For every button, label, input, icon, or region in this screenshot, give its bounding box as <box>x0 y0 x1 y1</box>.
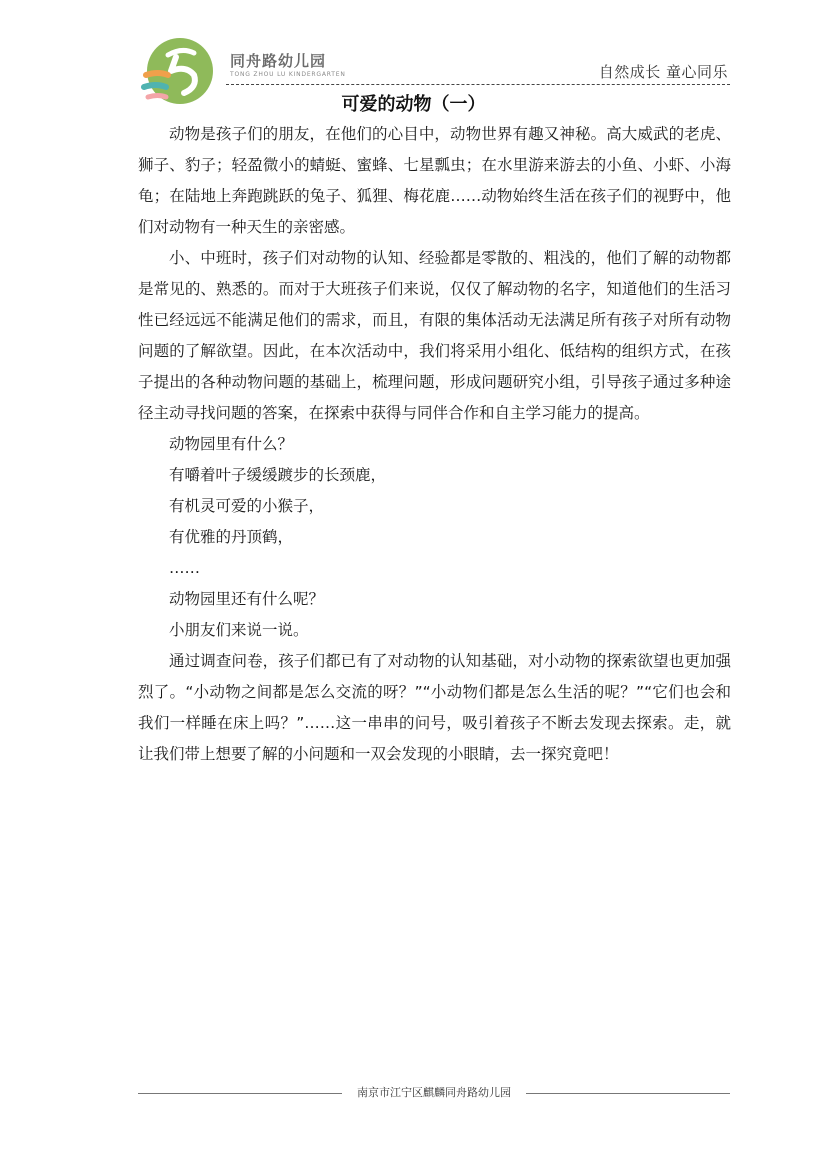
paragraph: 动物园里还有什么呢？ <box>169 590 325 608</box>
brand-name: 同舟路幼儿园 <box>230 52 327 70</box>
paragraph: 有优雅的丹顶鹤， <box>169 528 294 546</box>
paragraph: 动物园里有什么？ <box>169 435 294 453</box>
article-body <box>138 119 731 770</box>
paragraph: 动物是孩子们的朋友，在他们的心目中，动物世界有趣又神秘。高大威武的老虎、狮子、豹子；轻盈微小的蜻蜓、蜜蜂、七星瓢虫；在水里游来游去的小鱼、小虾、小海龟；在陆地上奔跑跳跃的兔子、狐狸、梅花鹿……动物始终生活在孩子们的视野中，他们对动物有一种天生的亲密感。 <box>138 125 731 236</box>
paragraph: 小、中班时，孩子们对动物的认知、经验都是零散的、粗浅的，他们了解的动物都是常见的、熟悉的。而对于大班孩子们来说，仅仅了解动物的名字，知道他们的生活习性已经远远不能满足他们的需求，而且，有限的集体活动无法满足所有孩子对所有动物问题的了解欲望。因此，在本次活动中，我们将采用小组化、低结构的组织方式，在孩子提出的各种动物问题的基础上，梳理问题，形成问题研究小组，引导孩子通过多种途径主动寻找问题的答案，在探索中获得与同伴合作和自主学习能力的提高。 <box>138 249 731 422</box>
footer-text: 南京市江宁区麒麟同舟路幼儿园 <box>357 1086 511 1099</box>
paragraph: 小朋友们来说一说。 <box>169 621 309 639</box>
page-footer <box>138 1085 730 1101</box>
paragraph: …… <box>169 559 200 577</box>
page-header <box>138 30 730 88</box>
paragraph: 有嚼着叶子缓缓踱步的长颈鹿， <box>169 466 387 484</box>
header-divider <box>226 84 730 85</box>
paragraph: 通过调查问卷，孩子们都已有了对动物的认知基础，对小动物的探索欲望也更加强烈了。“小动物之间都是怎么交流的呀？”“小动物们都是怎么生活的呢？”“它们也会和我们一样睡在床上吗？”……这一串串的问号，吸引着孩子不断去发现去探索。走，就让我们带上想要了解的小问题和一双会发现的小眼睛，去一探究竟吧！ <box>138 652 731 763</box>
header-slogan: 自然成长 童心同乐 <box>598 63 728 81</box>
footer-line-right <box>526 1093 730 1094</box>
paragraph: 有机灵可爱的小猴子， <box>169 497 325 515</box>
brand-subtitle: TONG ZHOU LU KINDERGARTEN <box>230 71 346 78</box>
page-title: 可爱的动物（一） <box>341 94 486 115</box>
